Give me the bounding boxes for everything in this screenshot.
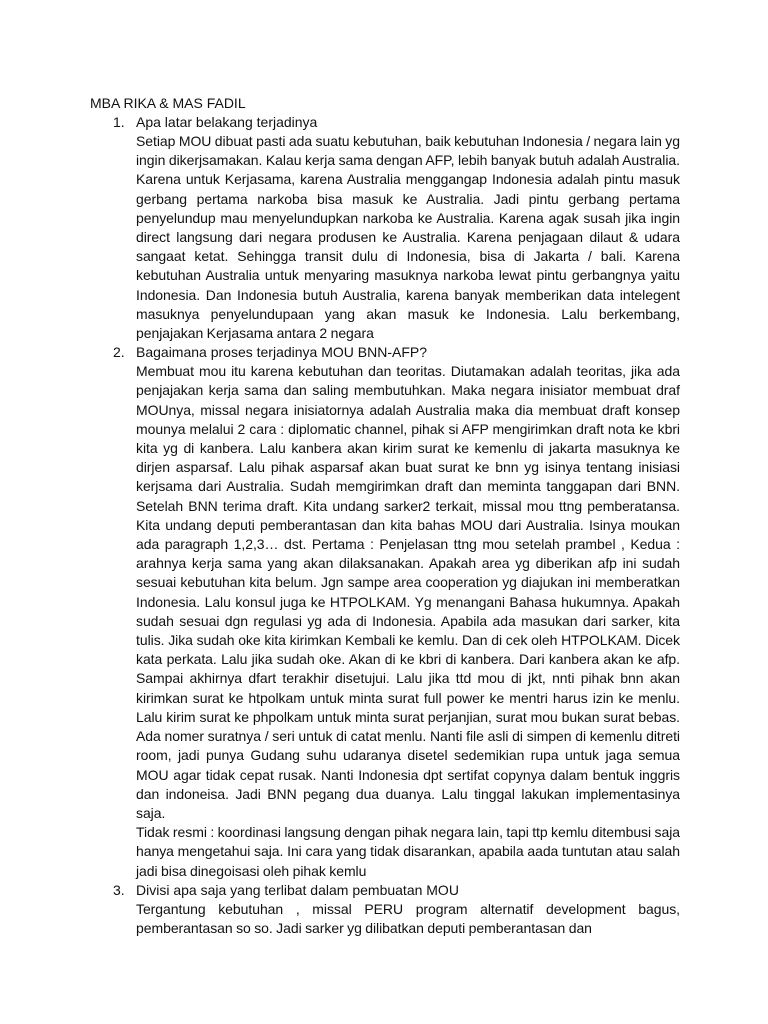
question-number: 3. — [113, 881, 125, 898]
document-title: MBA RIKA & MAS FADIL — [90, 95, 246, 111]
question-text: Apa latar belakang terjadinya — [136, 114, 318, 130]
answer-paragraph: Membuat mou itu karena kebutuhan dan teoritas. Diutamakan adalah teoritas, jika ada penjajakan kerja sama dan saling membutuhkan. Maka negara inisiator membuat draf MOUnya, missal negara inisiatornya adalah Australia maka dia membuat draft konsep mounya melalui 2 cara : diplomatic channel, pihak si AFP mengirimkan draft nota ke kbri kita yg di kanbera. Lalu kanbera akan kirim surat ke kemenlu di jakarta masuknya ke dirjen asparsaf. Lalu pihak asparsaf akan buat surat ke bnn yg isinya tentang inisiasi kerjsama dari Australia. Sudah memgirimkan draft dan meminta tanggapan dari BNN. Setelah BNN terima draft. Kita undang sarker2 terkait, missal mou ttng pemberatansa. Kita undang deputi pemberantasan dan kita bahas MOU dari Australia. Isinya moukan ada paragraph 1,2,3… dst. Pertama : Penjelasan ttng mou setelah prambel , Kedua : arahnya kerja sama yang akan dilaksanakan. Apakah area yg diberikan afp ini sudah sesuai kebutuhan kita belum. Jgn sampe area cooperation yg diajukan ini memberatkan Indonesia. Lalu konsul juga ke HTPOLKAM. Yg menangani Bahasa hukumnya. Apakah sudah sesuai dgn regulasi yg ada di Indonesia. Apabila ada masukan dari sarker, kita tulis. Jika sudah oke kita kirimkan Kembali ke kemlu. Dan di cek oleh HTPOLKAM. Dicek kata perkata. Lalu jika sudah oke. Akan di ke kbri di kanbera. Dari kanbera akan ke afp. Sampai akhirnya dfart terakhir disetujui. Lalu jika ttd mou di jkt, nnti pihak bnn akan kirimkan surat ke htpolkam untuk minta surat full power ke mentri harus izin ke menlu. Lalu kirim surat ke phpolkam untuk minta surat perjanjian, surat mou bukan surat bebas. Ada nomer suratnya / seri untuk di catat menlu. Nanti file asli di simpen di kemenlu ditreti room, jadi punya Gudang suhu udaranya disetel sedemikian rupa untuk jaga semua MOU agar tidak cepat rusak. Nanti Indonesia dpt sertifat copynya dalam bentuk inggris dan indoneisa. Jadi BNN pegang dua duanya. Lalu tinggal lakukan implementasinya saja. — [136, 363, 680, 821]
answer-block — [136, 900, 680, 938]
answer-paragraph: Tidak resmi : koordinasi langsung dengan pihak negara lain, tapi ttp kemlu ditembusi saja hanya mengetahui saja. Ini cara yang tidak disarankan, apabila aada tuntutan atau salah jadi bisa dinegoisasi oleh pihak kemlu — [136, 824, 680, 879]
answer-paragraph: Tergantung kebutuhan , missal PERU program alternatif development bagus, pemberantasan so so. Jadi sarker yg dilibatkan deputi pemberantasan dan — [136, 900, 680, 936]
question-item — [90, 343, 680, 880]
question-number: 1. — [113, 114, 125, 130]
question-item — [90, 881, 680, 938]
answer-block — [136, 362, 680, 880]
answer-paragraph: Setiap MOU dibuat pasti ada suatu kebutuhan, baik kebutuhan Indonesia / negara lain yg ingin dikerjsamakan. Kalau kerja sama dengan AFP, lebih banyak butuh adalah Australia. Karena untuk Kerjasama, karena Australia menggangap Indonesia adalah pintu masuk gerbang pertama narkoba bisa masuk ke Australia. Jadi pintu gerbang pertama penyelundup mau menyelundupkan narkoba ke Australia. Karena agak susah jika ingin direct langsung dari negara produsen ke Australia. Karena penjagaan dilaut & udara sangaat ketat. Sehingga transit dulu di Indonesia, bisa di Jakarta / bali. Karena kebutuhan Australia untuk menyaring masuknya narkoba lewat pintu gerbangnya yaitu Indonesia. Dan Indonesia butuh Australia, karena banyak memberikan data intelegent masuknya penyelundupaan yang akan masuk ke Indonesia. Lalu berkembang, penjajakan Kerjasama antara 2 negara — [136, 133, 680, 342]
question-text: Divisi apa saja yang terlibat dalam pembuatan MOU — [136, 881, 459, 898]
question-list — [90, 113, 680, 938]
answer-block — [136, 132, 680, 343]
question-number: 2. — [113, 344, 125, 361]
question-item — [90, 113, 680, 343]
question-text: Bagaimana proses terjadinya MOU BNN-AFP? — [136, 344, 428, 361]
